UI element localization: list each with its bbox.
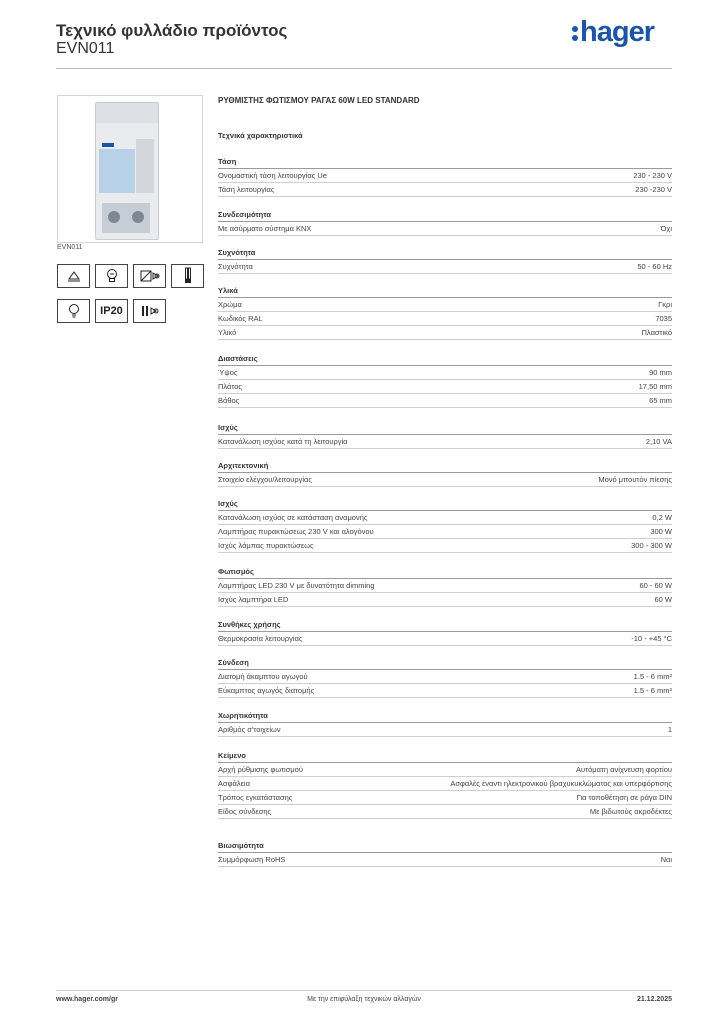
photo-caption: EVN011	[57, 244, 83, 251]
spec-row	[218, 791, 672, 805]
spec-value: Για τοποθέτηση σε ράγα DIN	[576, 793, 672, 802]
document-title: Τεχνικό φυλλάδιο προϊόντος	[56, 21, 288, 40]
spec-label: Συμμόρφωση RoHS	[218, 855, 286, 864]
spec-row	[218, 579, 672, 593]
product-photo	[57, 95, 203, 243]
spec-section-title: Συχνότητα	[218, 247, 672, 260]
spec-row	[218, 525, 672, 539]
spec-value: 230 - 230 V	[633, 171, 672, 180]
spec-value: Πλαστικό	[641, 328, 672, 337]
spec-label: Είδος σύνδεσης	[218, 807, 272, 816]
spec-row	[218, 632, 672, 646]
spec-section-title: Σύνδεση	[218, 657, 672, 670]
ip20-icon	[95, 299, 128, 323]
transformer-icon	[133, 264, 166, 288]
spec-value: 300 W	[650, 527, 672, 536]
header-divider	[56, 68, 672, 69]
spec-section	[218, 566, 672, 607]
spec-section-title: Τάση	[218, 156, 672, 169]
lamp-led-icon	[95, 264, 128, 288]
spec-value: 2,10 VA	[645, 437, 672, 446]
spec-row	[218, 260, 672, 274]
spec-label: Με ασύρματο σύστημα KNX	[218, 224, 312, 233]
spec-label: Τρόπος εγκατάστασης	[218, 793, 293, 802]
spec-row	[218, 312, 672, 326]
spec-section-title: Αρχιτεκτονική	[218, 460, 672, 473]
spec-value: 0,2 W	[652, 513, 672, 522]
spec-label: Κατανάλωση ισχύος σε κατάσταση αναμονής	[218, 513, 368, 522]
spec-value: Ασφαλές έναντι ηλεκτρονικού βραχυκυκλώματος και υπερφόρτισης	[450, 779, 672, 788]
spec-value: Αυτόματη ανίχνευση φορτίου	[576, 765, 672, 774]
spec-row	[218, 684, 672, 698]
spec-row	[218, 805, 672, 819]
spec-value: 230 -230 V	[635, 185, 672, 194]
spec-section	[218, 353, 672, 408]
spec-label: Θερμοκρασία λειτουργίας	[218, 634, 303, 643]
spec-value: Μονό μπουτόν πίεσης	[598, 475, 672, 484]
product-code: EVN011	[56, 40, 115, 57]
spec-section	[218, 498, 672, 553]
spec-section	[218, 657, 672, 698]
spec-label: Στοιχείο ελέγχου/λειτουργίας	[218, 475, 312, 484]
spec-label: Κωδικός RAL	[218, 314, 263, 323]
spec-section	[218, 460, 672, 487]
spec-row	[218, 435, 672, 449]
logo-text: hager	[580, 16, 654, 48]
spec-value: Ναι	[660, 855, 672, 864]
spec-section-title: Συνθήκες χρήσης	[218, 619, 672, 632]
spec-row	[218, 169, 672, 183]
spec-section-title: Υλικά	[218, 285, 672, 298]
spec-section	[218, 710, 672, 737]
spec-label: Συχνότητα	[218, 262, 253, 271]
dimmer-warning-icon	[57, 264, 90, 288]
spec-section-title: Ισχύς	[218, 498, 672, 511]
spec-section-title: Φωτισμός	[218, 566, 672, 579]
spec-label: Πλάτος	[218, 382, 243, 391]
spec-row	[218, 326, 672, 340]
spec-label: Κατανάλωση ισχύος κατά τη λειτουργία	[218, 437, 348, 446]
spec-label: Χρώμα	[218, 300, 242, 309]
spec-label: Λαμπτήρας LED 230 V με δυνατότητα dimming	[218, 581, 375, 590]
spec-row	[218, 670, 672, 684]
page-header	[56, 16, 672, 68]
spec-label: Ονομαστική τάση λειτουργίας Ue	[218, 171, 327, 180]
spec-value: -10 - +45 °C	[631, 634, 672, 643]
spec-row	[218, 473, 672, 487]
spec-row	[218, 511, 672, 525]
footer-disclaimer: Με την επιφύλαξη τεχνικών αλλαγών	[307, 996, 421, 1003]
spec-section	[218, 750, 672, 819]
footer-divider	[56, 990, 672, 991]
spec-row	[218, 777, 672, 791]
spec-row	[218, 593, 672, 607]
spec-section-title: Ισχύς	[218, 422, 672, 435]
spec-label: Ασφάλεια	[218, 779, 250, 788]
spec-label: Ισχύς λάμπας πυρακτώσεως	[218, 541, 314, 550]
spec-row	[218, 183, 672, 197]
spec-section-title: Διαστάσεις	[218, 353, 672, 366]
spec-row	[218, 853, 672, 867]
footer-website: www.hager.com/gr	[56, 996, 118, 1003]
spec-label: Βάθος	[218, 396, 240, 405]
spec-section	[218, 840, 672, 867]
tube-lamp-icon	[171, 264, 204, 288]
spec-value: 7035	[655, 314, 672, 323]
spec-label: Ισχύς λαμπτήρα LED	[218, 595, 289, 604]
spec-label: Αρχή ρύθμισης φωτισμού	[218, 765, 303, 774]
spec-value: 60 - 60 W	[639, 581, 672, 590]
spec-label: Αριθμός σ'τοιχείων	[218, 725, 281, 734]
spec-value: 60 W	[654, 595, 672, 604]
spec-section	[218, 422, 672, 449]
spec-value: Όχι	[660, 224, 672, 233]
spec-row	[218, 222, 672, 236]
spec-section	[218, 619, 672, 646]
spec-row	[218, 366, 672, 380]
spec-section	[218, 285, 672, 340]
din-rail-dimmer-image	[95, 102, 159, 240]
spec-row	[218, 298, 672, 312]
spec-value: 1.5 - 6 mm²	[633, 686, 672, 695]
product-title: ΡΥΘΜΙΣΤΗΣ ΦΩΤΙΣΜΟΥ ΡΑΓΑΣ 60W LED STANDARD	[218, 96, 420, 105]
spec-label: Ύψος	[218, 368, 238, 377]
electronic-transformer-icon	[133, 299, 166, 323]
spec-section-title: Κείμενο	[218, 750, 672, 763]
spec-value: 90 mm	[649, 368, 672, 377]
spec-value: 50 - 60 Hz	[637, 262, 672, 271]
bulb-icon	[57, 299, 90, 323]
spec-value: 65 mm	[649, 396, 672, 405]
spec-value: 1	[667, 725, 672, 734]
ip20-label: IP20	[100, 305, 123, 317]
spec-value: 300 - 300 W	[631, 541, 672, 550]
spec-label: Διατομή άκαμπτου αγωγού	[218, 672, 308, 681]
spec-section	[218, 247, 672, 274]
spec-row	[218, 394, 672, 408]
spec-row	[218, 763, 672, 777]
spec-section	[218, 156, 672, 197]
spec-label: Εύκαμπτος αγωγός διατομής	[218, 686, 315, 695]
spec-section-title: Βιωσιμότητα	[218, 840, 672, 853]
spec-section	[218, 209, 672, 236]
footer-date: 21.12.2025	[636, 996, 672, 1003]
hager-logo	[571, 16, 654, 49]
tech-characteristics-heading: Τεχνικά χαρακτηριστικά	[218, 131, 303, 140]
spec-label: Υλικό	[218, 328, 237, 337]
spec-section-title: Συνδεσιμότητα	[218, 209, 672, 222]
spec-value: 17,50 mm	[638, 382, 672, 391]
spec-label: Τάση λειτουργίας	[218, 185, 275, 194]
spec-row	[218, 539, 672, 553]
spec-section-title: Χωρητικότητα	[218, 710, 672, 723]
spec-value: 1.5 - 6 mm²	[633, 672, 672, 681]
spec-row	[218, 380, 672, 394]
spec-label: Λαμπτήρας πυρακτώσεως 230 V και αλογόνου	[218, 527, 374, 536]
spec-value: Γκρι	[658, 300, 672, 309]
logo-dots-icon	[571, 22, 579, 42]
spec-value: Με βιδωτούς ακροδέκτες	[589, 807, 672, 816]
spec-row	[218, 723, 672, 737]
